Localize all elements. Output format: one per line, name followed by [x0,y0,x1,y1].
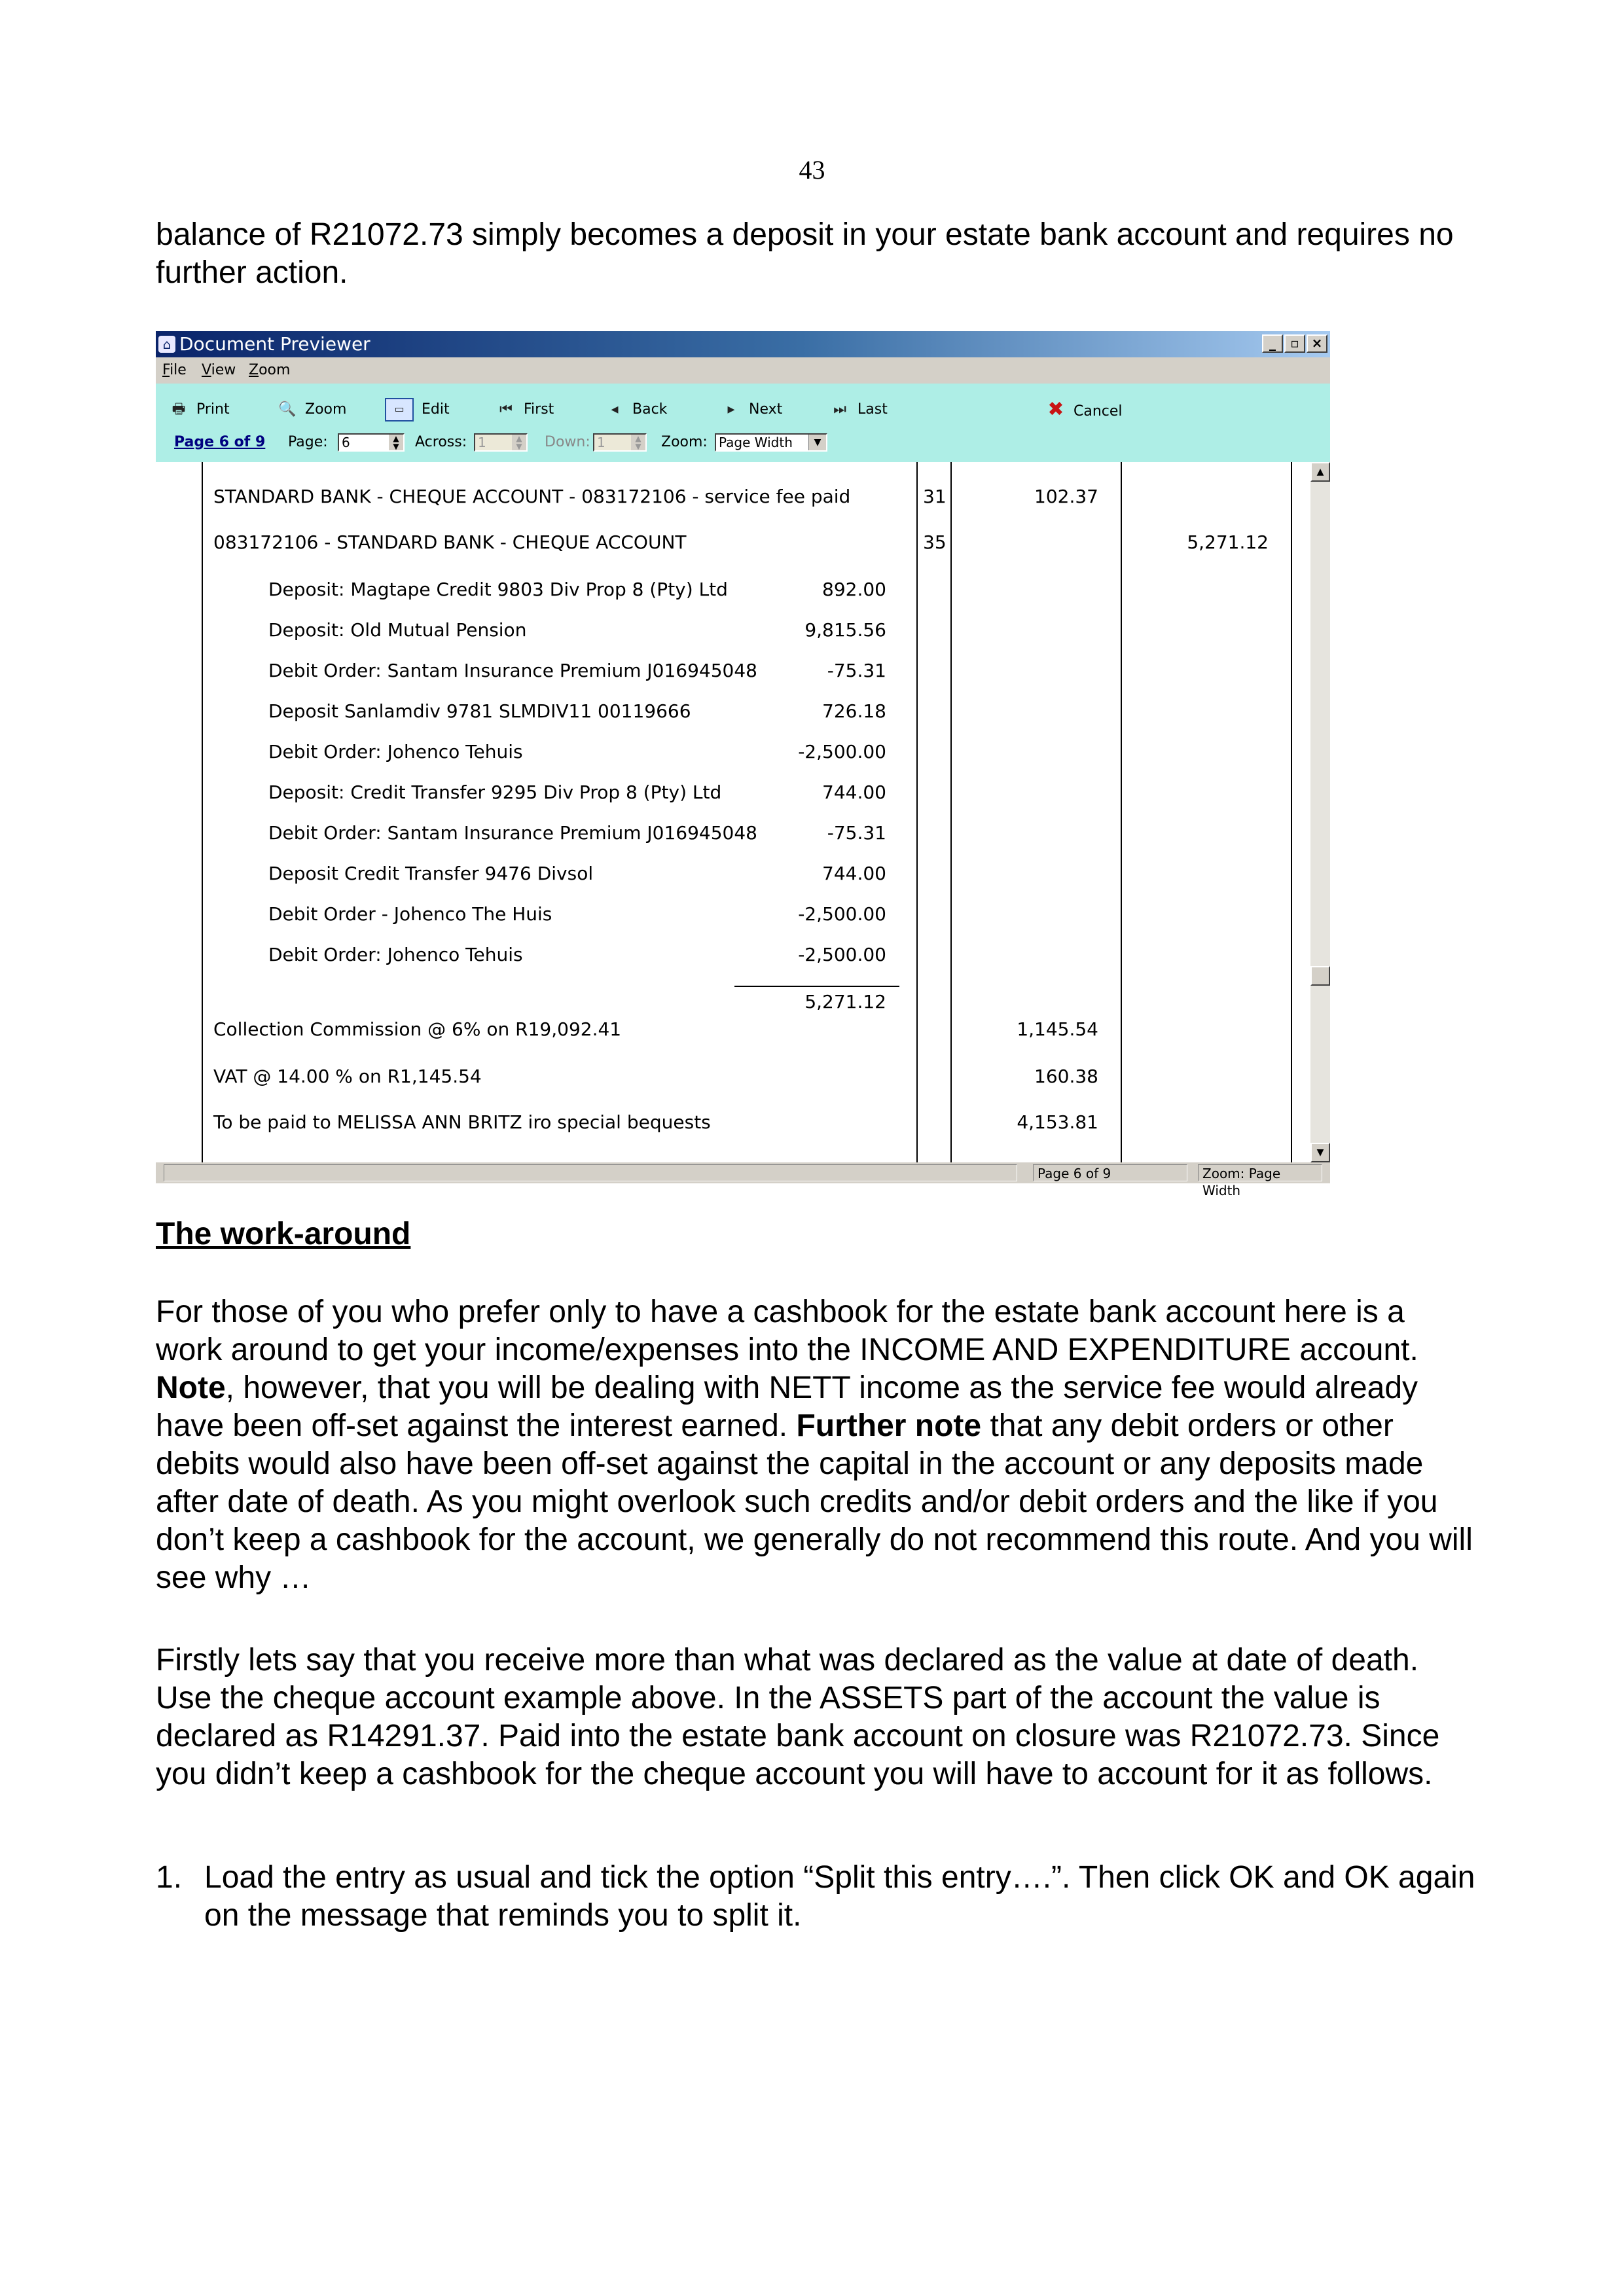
restore-button[interactable]: ▫ [1284,334,1305,353]
page-spinner-value: 6 [342,435,350,450]
detail-row-value: 726.18 [822,700,886,722]
page-label: Page: [288,434,328,450]
down-spinner [593,433,647,452]
report-row-amount: 102.37 [1034,486,1098,507]
back-button[interactable] [605,398,667,422]
column-divider [950,462,952,1162]
detail-row-desc: Deposit: Magtape Credit 9803 Div Prop 8 (Pty) Ltd [268,579,728,600]
chevron-down-icon[interactable]: ▼ [808,435,826,450]
scroll-thumb[interactable] [1310,966,1330,986]
zoom-field-label: Zoom: [661,434,708,450]
page-spinner[interactable] [338,433,405,452]
status-zoom: Zoom: Page Width [1198,1164,1322,1181]
page-info-text: Page 6 of 9 [174,434,266,450]
detail-row-value: 892.00 [822,579,886,600]
detail-row-desc: Deposit Sanlamdiv 9781 SLMDIV11 00119666 [268,700,691,722]
detail-row-desc: Deposit: Old Mutual Pension [268,619,527,641]
across-spinner-value: 1 [478,435,486,450]
detail-row-value: 744.00 [822,863,886,884]
toolbar [156,384,1330,462]
menu-view[interactable]: View [202,362,236,378]
summary-row-desc: VAT @ 14.00 % on R1,145.54 [213,1066,482,1087]
cancel-button[interactable] [1046,398,1123,422]
summary-row-amount: 160.38 [1034,1066,1098,1087]
example-paragraph: Firstly lets say that you receive more than what was declared as the value at date of death. Use the cheque account example above. In the ASSETS part of the account the value is declared as R14291.37. Paid into the estate bank account on closure was R21072.73. Since you didn’t keep a cashbook for the cheque account you will have to account for it as follows. [156,1643,1440,1791]
close-button[interactable]: × [1307,334,1327,353]
last-label: Last [857,401,888,418]
back-label: Back [632,401,668,418]
first-label: First [524,401,554,418]
detail-row-value: 9,815.56 [804,619,886,641]
menu-file[interactable]: File [162,362,187,378]
next-label: Next [749,401,783,418]
list-item-number: 1. [156,1860,183,1895]
zoom-label: Zoom [305,401,347,418]
detail-row-value: 744.00 [822,781,886,803]
first-button[interactable] [496,398,554,422]
vertical-scrollbar[interactable] [1310,462,1330,1162]
cancel-x-icon: ✖ [1047,398,1064,421]
summary-row-amount: 1,145.54 [1017,1018,1098,1040]
list-item-text: Load the entry as usual and tick the option “Split this entry….”. Then click OK and OK again on the message that reminds you to split it. [204,1860,1475,1933]
summary-row-desc: Collection Commission @ 6% on R19,092.41 [213,1018,622,1040]
detail-row-value: -75.31 [827,660,886,681]
back-arrow-icon: ◂ [611,401,619,418]
page-number: 43 [799,155,825,185]
spinner-arrows-icon: ▲ ▼ [512,435,526,450]
print-button[interactable] [169,398,230,422]
next-button[interactable] [721,398,782,422]
report-row-ref: 31 [923,486,947,507]
subtotal-rule [734,986,899,987]
section-heading: The work-around [156,1217,411,1251]
para1-further-note-bold: Further note [796,1408,982,1443]
column-divider [202,462,203,1162]
minimize-button[interactable]: _ [1262,334,1283,353]
intro-paragraph: balance of R21072.73 simply becomes a deposit in your estate bank account and requires no further action. [156,217,1454,290]
edit-window-icon: ▭ [385,398,414,422]
detail-row-desc: Deposit Credit Transfer 9476 Divsol [268,863,594,884]
status-cell-main [164,1164,1017,1181]
document-previewer-window [156,331,1330,1198]
down-label: Down: [545,434,590,450]
detail-row-desc: Debit Order: Johenco Tehuis [268,944,523,965]
detail-row-value: -2,500.00 [798,944,886,965]
status-bar [156,1162,1330,1198]
across-label: Across: [415,434,467,450]
cancel-label: Cancel [1074,403,1123,420]
last-button[interactable] [830,398,888,422]
detail-row-value: -2,500.00 [798,741,886,762]
report-row-balance: 5,271.12 [1187,531,1269,553]
window-title: Document Previewer [179,333,370,355]
detail-row-value: -2,500.00 [798,903,886,925]
edit-label: Edit [422,401,450,418]
zoom-select-value: Page Width [719,435,793,450]
detail-total: 5,271.12 [804,991,886,1013]
detail-row-desc: Deposit: Credit Transfer 9295 Div Prop 8 (Pty) Ltd [268,781,722,803]
page-info [174,431,265,454]
status-page: Page 6 of 9 [1033,1164,1187,1181]
scroll-up-icon[interactable]: ▲ [1310,462,1330,482]
first-page-icon: ⏮ [499,401,513,418]
report-row-desc: STANDARD BANK - CHEQUE ACCOUNT - 083172106 - service fee paid [213,486,851,507]
para1-part-a: For those of you who prefer only to have a cashbook for the estate bank account here is a work around to get your income/expenses into the INCOME AND EXPENDITURE account. [156,1295,1418,1367]
edit-button[interactable] [385,398,450,422]
title-bar [156,331,1330,357]
scroll-down-icon[interactable]: ▼ [1310,1143,1330,1162]
spinner-arrows-icon: ▲ ▼ [631,435,645,450]
column-divider [1291,462,1292,1162]
detail-row-desc: Debit Order: Santam Insurance Premium J016945048 [268,660,757,681]
column-divider [1121,462,1122,1162]
menu-bar [156,357,1330,384]
down-spinner-value: 1 [597,435,605,450]
print-label: Print [196,401,230,418]
para1-part-c: , however, that you will be dealing with NETT income as the service fee would already have been off-set against the interest earned. [156,1371,1418,1443]
detail-row-value: -75.31 [827,822,886,844]
detail-row-desc: Debit Order: Johenco Tehuis [268,741,523,762]
summary-row-amount: 4,153.81 [1017,1111,1098,1133]
magnifier-icon: 🔍 [278,401,297,418]
report-row-ref: 35 [923,531,947,553]
column-divider [916,462,918,1162]
detail-row-desc: Debit Order: Santam Insurance Premium J016945048 [268,822,757,844]
spinner-arrows-icon[interactable]: ▲ ▼ [389,435,403,450]
para1-part-e: that any debit orders or other debits would also have been off-set against the capital in the account or any deposits made after date of death. As you might overlook such credits and/or debit orders and the like if you don’t keep a cashbook for the account, we generally do not recommend this route. And you will see why … [156,1408,1473,1595]
zoom-button[interactable] [278,398,346,422]
menu-zoom[interactable]: Zoom [249,362,291,378]
printer-icon: 🖶 [171,401,186,418]
zoom-select[interactable] [715,433,827,452]
app-icon: ⌂ [158,336,175,353]
workaround-paragraph [156,1293,1478,1597]
para1-note-bold: Note [156,1371,226,1405]
next-arrow-icon: ▸ [727,401,735,418]
summary-row-desc: To be paid to MELISSA ANN BRITZ iro special bequests [213,1111,711,1133]
detail-row-desc: Debit Order - Johenco The Huis [268,903,552,925]
last-page-icon: ⏭ [833,401,846,418]
report-preview [156,462,1330,1162]
report-row-desc: 083172106 - STANDARD BANK - CHEQUE ACCOUNT [213,531,687,553]
across-spinner [474,433,528,452]
